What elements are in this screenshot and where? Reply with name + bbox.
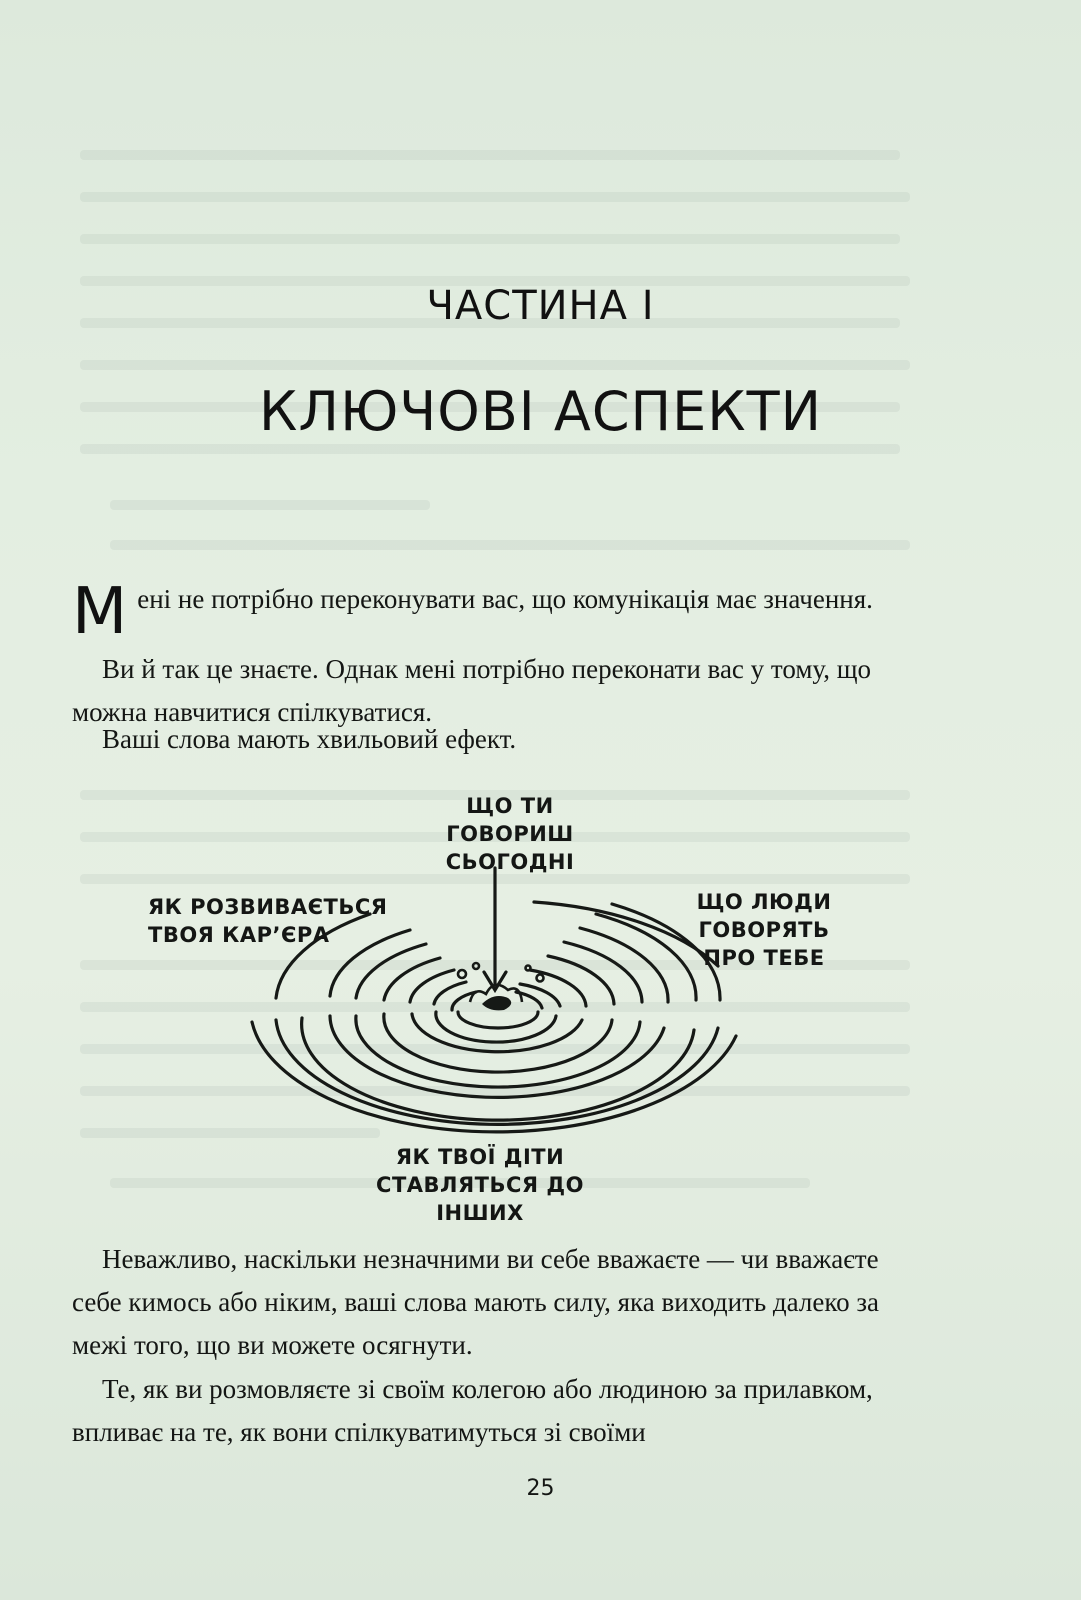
part-title: КЛЮЧОВІ АСПЕКТИ xyxy=(259,380,822,443)
diagram-label-bottom: ЯК ТВОЇ ДІТИ СТАВЛЯТЬСЯ ДО ІНШИХ xyxy=(376,1145,584,1225)
paragraph: Те, як ви розмовляєте зі своїм колегою або людиною за прилавком, впливає на те, як вони спілкуватимуться зі своїми xyxy=(72,1374,873,1447)
page-number: 25 xyxy=(526,1476,555,1501)
drop-cap: М xyxy=(72,575,128,649)
paragraph: Ви й так це знаєте. Однак мені потрібно переконати вас у тому, що можна навчитися спілкуватися. xyxy=(72,654,872,727)
diagram-label-top: ЩО ТИ ГОВОРИШ СЬОГОДНІ xyxy=(445,794,575,874)
diagram-label-left: ЯК РОЗВИВАЄТЬСЯ ТВОЯ КАР’ЄРА xyxy=(148,895,388,947)
diagram-label-right: ЩО ЛЮДИ ГОВОРЯТЬ ПРО ТЕБЕ xyxy=(696,890,832,970)
intro-paragraph-text: ені не потрібно переконувати вас, що комунікація має значення. xyxy=(137,584,873,614)
paragraph: Неважливо, наскільки незначними ви себе вважаєте — чи вважаєте себе кимось або ніким, ваші слова мають силу, яка виходить далеко за межі того, що ви можете осягнути. xyxy=(72,1244,879,1360)
part-label: ЧАСТИНА І xyxy=(426,283,655,329)
paragraph: Ваші слова мають хвильовий ефект. xyxy=(102,724,517,754)
